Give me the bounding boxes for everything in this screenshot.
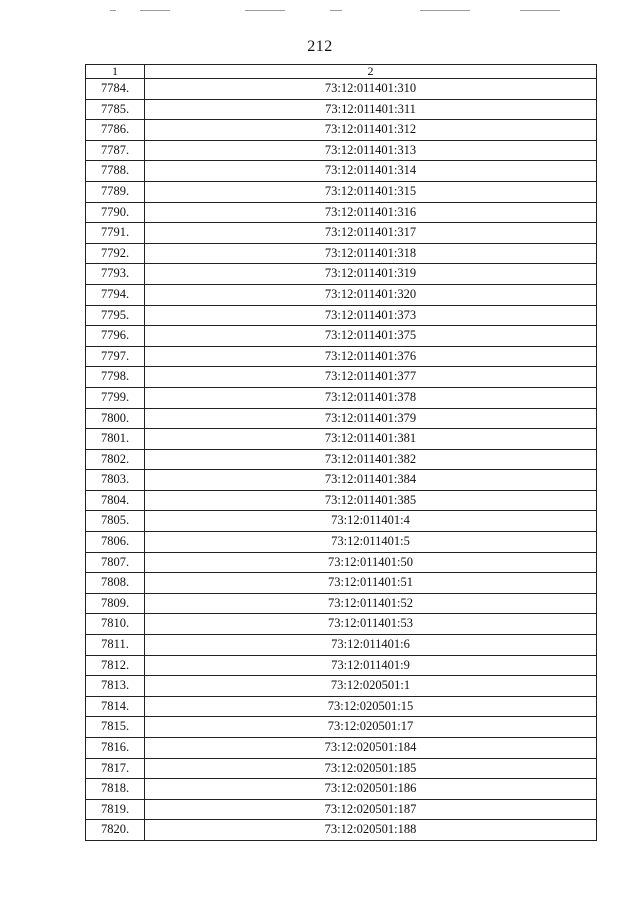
table-row bbox=[86, 799, 597, 820]
row-number-cell: 7798. bbox=[86, 367, 145, 388]
row-number-cell: 7786. bbox=[86, 120, 145, 141]
cadastral-number-cell: 73:12:011401:375 bbox=[145, 326, 597, 347]
cadastral-number-cell: 73:12:011401:373 bbox=[145, 305, 597, 326]
scan-artifact bbox=[110, 10, 116, 11]
table-row bbox=[86, 758, 597, 779]
table-row bbox=[86, 593, 597, 614]
row-number-cell: 7801. bbox=[86, 429, 145, 450]
row-number-cell: 7819. bbox=[86, 799, 145, 820]
cadastral-number-cell: 73:12:011401:376 bbox=[145, 346, 597, 367]
table-body bbox=[86, 79, 597, 841]
cadastral-number-cell: 73:12:011401:320 bbox=[145, 284, 597, 305]
cadastral-number-cell: 73:12:011401:50 bbox=[145, 552, 597, 573]
row-number-cell: 7791. bbox=[86, 223, 145, 244]
cadastral-number-cell: 73:12:011401:385 bbox=[145, 490, 597, 511]
row-number-cell: 7793. bbox=[86, 264, 145, 285]
cadastral-number-cell: 73:12:011401:4 bbox=[145, 511, 597, 532]
cadastral-number-cell: 73:12:020501:17 bbox=[145, 717, 597, 738]
scan-artifact bbox=[520, 10, 560, 11]
cadastral-number-cell: 73:12:011401:311 bbox=[145, 99, 597, 120]
scan-artifact bbox=[140, 10, 170, 11]
table-row bbox=[86, 511, 597, 532]
row-number-cell: 7815. bbox=[86, 717, 145, 738]
table-row bbox=[86, 717, 597, 738]
table-row bbox=[86, 696, 597, 717]
row-number-cell: 7816. bbox=[86, 738, 145, 759]
row-number-cell: 7805. bbox=[86, 511, 145, 532]
row-number-cell: 7785. bbox=[86, 99, 145, 120]
scan-artifact bbox=[420, 10, 470, 11]
row-number-cell: 7812. bbox=[86, 655, 145, 676]
table-row bbox=[86, 99, 597, 120]
table-row bbox=[86, 532, 597, 553]
table-row bbox=[86, 161, 597, 182]
table-row bbox=[86, 614, 597, 635]
row-number-cell: 7796. bbox=[86, 326, 145, 347]
table-row bbox=[86, 387, 597, 408]
cadastral-number-cell: 73:12:011401:51 bbox=[145, 573, 597, 594]
row-number-cell: 7809. bbox=[86, 593, 145, 614]
table-row bbox=[86, 676, 597, 697]
row-number-cell: 7811. bbox=[86, 635, 145, 656]
cadastral-number-cell: 73:12:011401:377 bbox=[145, 367, 597, 388]
cadastral-number-cell: 73:12:020501:188 bbox=[145, 820, 597, 841]
table-row bbox=[86, 264, 597, 285]
table-row bbox=[86, 820, 597, 841]
row-number-cell: 7795. bbox=[86, 305, 145, 326]
row-number-cell: 7794. bbox=[86, 284, 145, 305]
cadastral-number-cell: 73:12:011401:378 bbox=[145, 387, 597, 408]
table-row bbox=[86, 346, 597, 367]
table-row bbox=[86, 635, 597, 656]
table-row bbox=[86, 326, 597, 347]
cadastral-number-cell: 73:12:011401:53 bbox=[145, 614, 597, 635]
table-row bbox=[86, 470, 597, 491]
table-row bbox=[86, 490, 597, 511]
row-number-cell: 7818. bbox=[86, 779, 145, 800]
cadastral-number-cell: 73:12:020501:184 bbox=[145, 738, 597, 759]
row-number-cell: 7802. bbox=[86, 449, 145, 470]
table-row bbox=[86, 573, 597, 594]
cadastral-number-cell: 73:12:011401:318 bbox=[145, 243, 597, 264]
cadastral-number-cell: 73:12:011401:313 bbox=[145, 140, 597, 161]
row-number-cell: 7804. bbox=[86, 490, 145, 511]
row-number-cell: 7799. bbox=[86, 387, 145, 408]
cadastral-number-cell: 73:12:020501:185 bbox=[145, 758, 597, 779]
row-number-cell: 7820. bbox=[86, 820, 145, 841]
row-number-cell: 7789. bbox=[86, 181, 145, 202]
table-row bbox=[86, 79, 597, 100]
row-number-cell: 7800. bbox=[86, 408, 145, 429]
cadastral-number-cell: 73:12:011401:310 bbox=[145, 79, 597, 100]
row-number-cell: 7787. bbox=[86, 140, 145, 161]
cadastral-number-cell: 73:12:020501:186 bbox=[145, 779, 597, 800]
cadastral-number-cell: 73:12:011401:381 bbox=[145, 429, 597, 450]
row-number-cell: 7817. bbox=[86, 758, 145, 779]
scan-artifact bbox=[245, 10, 285, 11]
cadastral-number-cell: 73:12:011401:382 bbox=[145, 449, 597, 470]
table-row bbox=[86, 552, 597, 573]
table-row bbox=[86, 449, 597, 470]
cadastral-number-cell: 73:12:020501:15 bbox=[145, 696, 597, 717]
cadastral-number-cell: 73:12:020501:187 bbox=[145, 799, 597, 820]
page-number: 212 bbox=[307, 38, 333, 55]
table-row bbox=[86, 305, 597, 326]
column-header-number: 1 bbox=[86, 65, 145, 79]
table-row bbox=[86, 408, 597, 429]
table-row bbox=[86, 367, 597, 388]
table-header-row bbox=[86, 65, 597, 79]
cadastral-number-cell: 73:12:011401:317 bbox=[145, 223, 597, 244]
row-number-cell: 7808. bbox=[86, 573, 145, 594]
row-number-cell: 7810. bbox=[86, 614, 145, 635]
cadastral-number-cell: 73:12:011401:52 bbox=[145, 593, 597, 614]
cadastral-number-cell: 73:12:011401:5 bbox=[145, 532, 597, 553]
row-number-cell: 7784. bbox=[86, 79, 145, 100]
row-number-cell: 7788. bbox=[86, 161, 145, 182]
scan-artifact bbox=[330, 10, 342, 11]
column-header-code: 2 bbox=[145, 65, 597, 79]
table-row bbox=[86, 284, 597, 305]
row-number-cell: 7790. bbox=[86, 202, 145, 223]
table-row bbox=[86, 738, 597, 759]
cadastral-number-cell: 73:12:011401:319 bbox=[145, 264, 597, 285]
cadastral-number-cell: 73:12:011401:6 bbox=[145, 635, 597, 656]
row-number-cell: 7807. bbox=[86, 552, 145, 573]
cadastral-number-cell: 73:12:011401:312 bbox=[145, 120, 597, 141]
table-row bbox=[86, 779, 597, 800]
row-number-cell: 7813. bbox=[86, 676, 145, 697]
table-row bbox=[86, 223, 597, 244]
table-row bbox=[86, 181, 597, 202]
row-number-cell: 7803. bbox=[86, 470, 145, 491]
row-number-cell: 7792. bbox=[86, 243, 145, 264]
table-row bbox=[86, 202, 597, 223]
table-row bbox=[86, 140, 597, 161]
table-row bbox=[86, 655, 597, 676]
cadastral-number-cell: 73:12:011401:379 bbox=[145, 408, 597, 429]
cadastral-number-cell: 73:12:020501:1 bbox=[145, 676, 597, 697]
cadastral-number-cell: 73:12:011401:384 bbox=[145, 470, 597, 491]
cadastral-number-cell: 73:12:011401:9 bbox=[145, 655, 597, 676]
table-row bbox=[86, 120, 597, 141]
row-number-cell: 7814. bbox=[86, 696, 145, 717]
table-row bbox=[86, 429, 597, 450]
table-row bbox=[86, 243, 597, 264]
cadastral-number-cell: 73:12:011401:315 bbox=[145, 181, 597, 202]
row-number-cell: 7806. bbox=[86, 532, 145, 553]
cadastral-table bbox=[85, 64, 597, 841]
cadastral-number-cell: 73:12:011401:316 bbox=[145, 202, 597, 223]
row-number-cell: 7797. bbox=[86, 346, 145, 367]
cadastral-number-cell: 73:12:011401:314 bbox=[145, 161, 597, 182]
